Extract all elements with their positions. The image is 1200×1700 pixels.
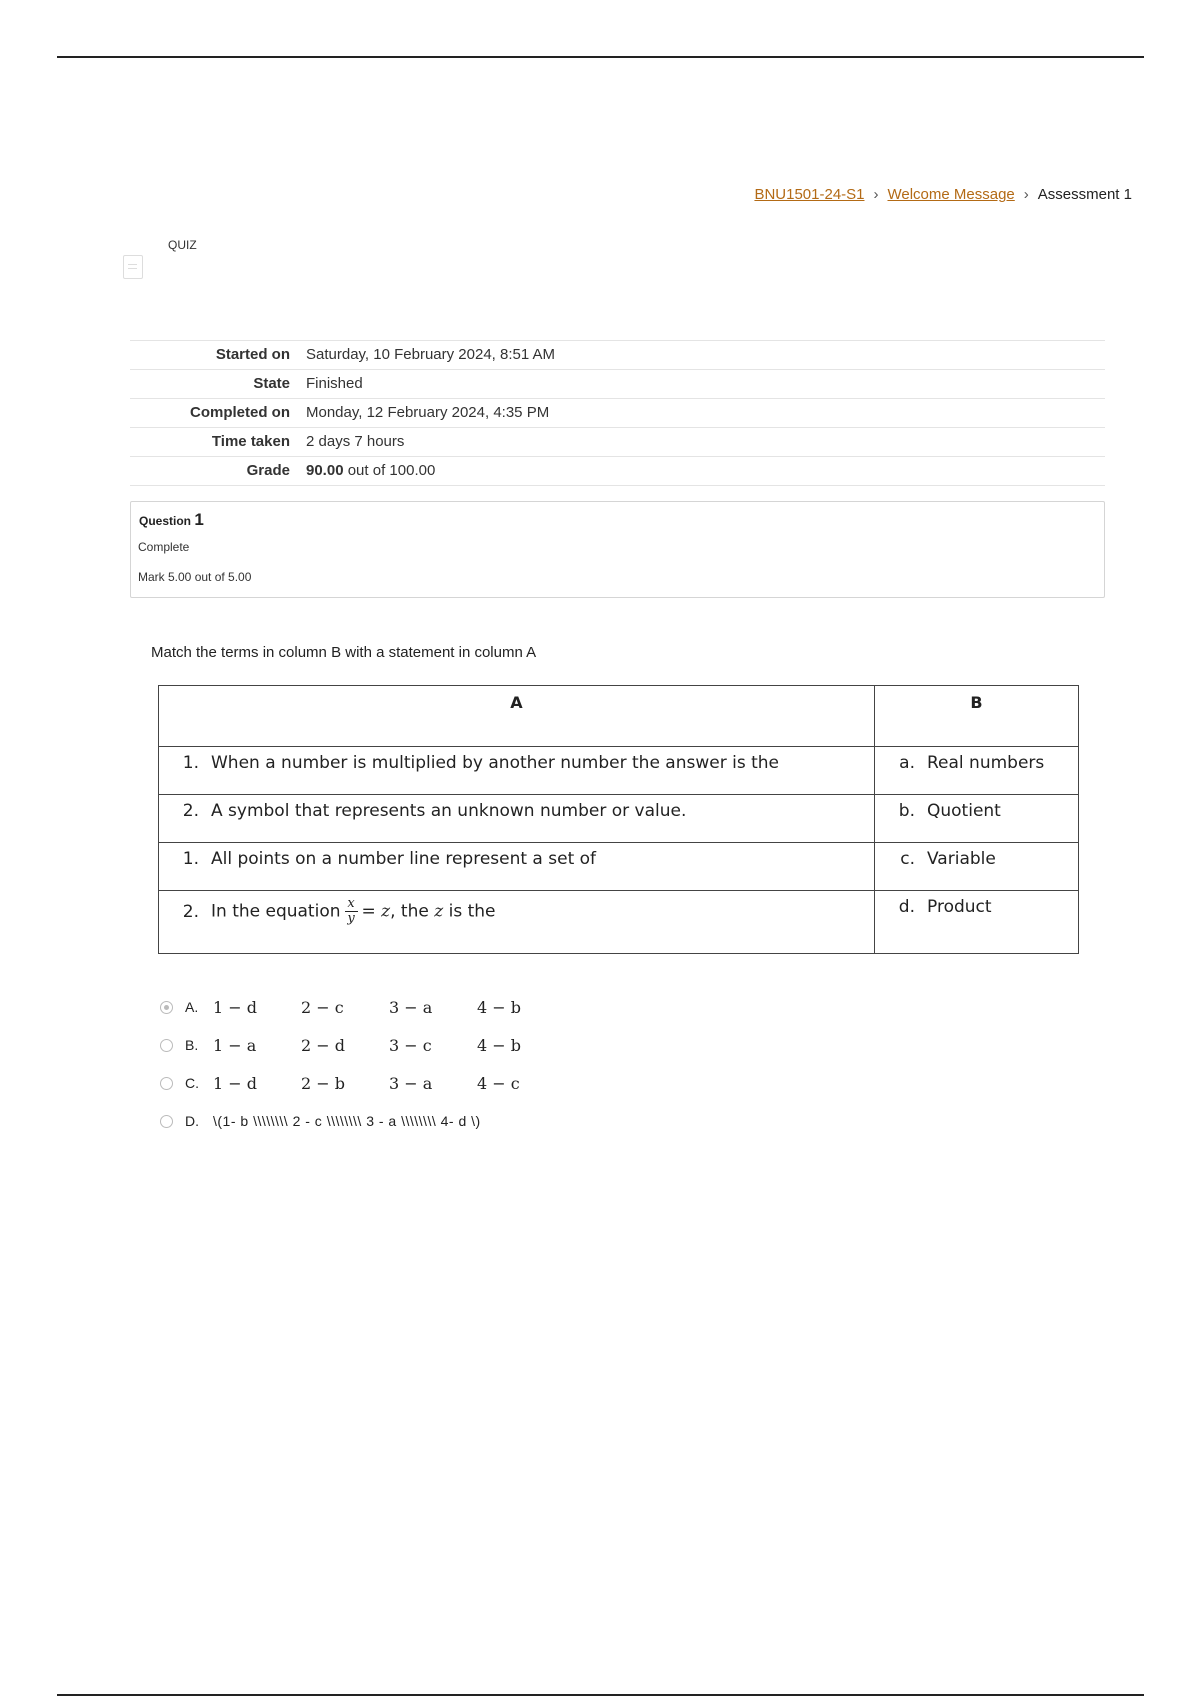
grade-value: 90.00 xyxy=(306,462,344,479)
term-text: Quotient xyxy=(927,801,1001,821)
fraction-numerator: x xyxy=(347,896,355,911)
question-info-box xyxy=(130,501,1105,598)
option-pair: 3 − c xyxy=(389,1035,432,1055)
table-row xyxy=(159,747,1079,795)
statement-text-post: , the xyxy=(390,901,435,922)
matching-table xyxy=(158,685,1079,954)
option-pair: 2 − b xyxy=(301,1073,345,1093)
term-cell xyxy=(875,747,1079,795)
option-pair: 1 − d xyxy=(213,997,257,1017)
option-letter: C. xyxy=(185,1075,199,1091)
statement-text: A symbol that represents an unknown number or value. xyxy=(211,801,687,821)
grade-label: Grade xyxy=(246,462,290,479)
summary-row-grade xyxy=(130,457,1105,486)
question-number xyxy=(139,510,204,530)
statement-text: When a number is multiplied by another number the answer is the xyxy=(211,753,779,773)
answer-option-a[interactable] xyxy=(160,988,565,1026)
chevron-right-icon: › xyxy=(873,186,879,203)
breadcrumb-welcome-link[interactable]: Welcome Message xyxy=(887,186,1015,203)
bottom-rule xyxy=(57,1694,1144,1696)
question-text: Match the terms in column B with a statement in column A xyxy=(151,644,537,661)
summary-label: Time taken xyxy=(211,433,290,450)
attempt-summary-table xyxy=(130,340,1105,486)
statement-text-end: is the xyxy=(443,901,496,922)
grade-cell xyxy=(306,457,1105,486)
summary-row xyxy=(130,399,1105,428)
option-pair: 4 − b xyxy=(477,997,521,1017)
option-pair: 1 − a xyxy=(213,1035,257,1055)
table-row xyxy=(159,795,1079,843)
radio-button-selected[interactable] xyxy=(160,1001,173,1014)
module-type-label: QUIZ xyxy=(168,238,197,252)
summary-value: Monday, 12 February 2024, 4:35 PM xyxy=(306,404,550,421)
term-letter: d. xyxy=(898,897,915,917)
option-pair: 1 − d xyxy=(213,1073,257,1093)
statement-number: 1. xyxy=(182,849,199,869)
top-rule xyxy=(57,56,1144,58)
answer-options xyxy=(160,988,565,1140)
grade-suffix: out of 100.00 xyxy=(343,462,436,479)
column-a-header: A xyxy=(159,686,875,747)
statement-text: All points on a number line represent a set of xyxy=(211,849,597,869)
question-number-value: 1 xyxy=(194,510,204,529)
question-state: Complete xyxy=(138,540,190,554)
option-pair: 4 − c xyxy=(477,1073,520,1093)
question-mark: Mark 5.00 out of 5.00 xyxy=(138,570,252,584)
summary-label: Started on xyxy=(215,346,290,363)
chevron-right-icon: › xyxy=(1023,186,1029,203)
option-pair: 3 − a xyxy=(389,997,433,1017)
option-pair: 4 − b xyxy=(477,1035,521,1055)
summary-row xyxy=(130,428,1105,457)
breadcrumb-current: Assessment 1 xyxy=(1037,186,1132,203)
statement-number: 2. xyxy=(182,801,199,821)
answer-option-d[interactable] xyxy=(160,1102,565,1140)
term-letter: b. xyxy=(898,801,915,821)
answer-option-c[interactable] xyxy=(160,1064,565,1102)
term-text: Variable xyxy=(927,849,996,869)
radio-button[interactable] xyxy=(160,1115,173,1128)
question-label: Question xyxy=(139,514,192,528)
equation-rhs: = z xyxy=(361,901,391,922)
summary-value: Finished xyxy=(306,375,363,392)
summary-value: Saturday, 10 February 2024, 8:51 AM xyxy=(306,346,556,363)
radio-button[interactable] xyxy=(160,1039,173,1052)
option-letter: B. xyxy=(185,1037,199,1053)
summary-label: State xyxy=(253,375,290,392)
term-letter: a. xyxy=(899,753,915,773)
statement-cell xyxy=(159,891,875,954)
summary-row xyxy=(130,370,1105,399)
table-row xyxy=(159,843,1079,891)
matching-header-row xyxy=(159,686,1079,747)
statement-cell xyxy=(159,747,875,795)
option-pair: 2 − c xyxy=(301,997,344,1017)
term-letter: c. xyxy=(900,849,915,869)
statement-cell xyxy=(159,843,875,891)
term-text: Product xyxy=(927,897,992,917)
quiz-icon xyxy=(123,255,143,279)
term-cell xyxy=(875,843,1079,891)
statement-number: 1. xyxy=(182,753,199,773)
option-letter: A. xyxy=(185,999,199,1015)
statement-number: 2. xyxy=(182,901,199,922)
fraction-denominator: y xyxy=(347,911,355,926)
breadcrumb xyxy=(754,186,1132,203)
summary-value: 2 days 7 hours xyxy=(306,433,405,450)
breadcrumb-course-link[interactable]: BNU1501-24-S1 xyxy=(754,186,865,203)
answer-option-b[interactable] xyxy=(160,1026,565,1064)
option-raw-text: \(1- b \\\\\\\\ 2 - c \\\\\\\\ 3 - a \\\\\\\\ 4- d \) xyxy=(213,1113,481,1129)
option-pair: 3 − a xyxy=(389,1073,433,1093)
term-text: Real numbers xyxy=(927,753,1045,773)
statement-text-pre: In the equation xyxy=(211,901,341,922)
fraction-x-over-y xyxy=(345,897,358,926)
term-cell xyxy=(875,891,1079,954)
summary-row xyxy=(130,341,1105,370)
summary-label: Completed on xyxy=(190,404,290,421)
table-row xyxy=(159,891,1079,954)
term-cell xyxy=(875,795,1079,843)
statement-variable: z xyxy=(434,901,444,922)
statement-cell xyxy=(159,795,875,843)
option-letter: D. xyxy=(185,1113,199,1129)
radio-button[interactable] xyxy=(160,1077,173,1090)
column-b-header: B xyxy=(875,686,1079,747)
option-pair: 2 − d xyxy=(301,1035,345,1055)
